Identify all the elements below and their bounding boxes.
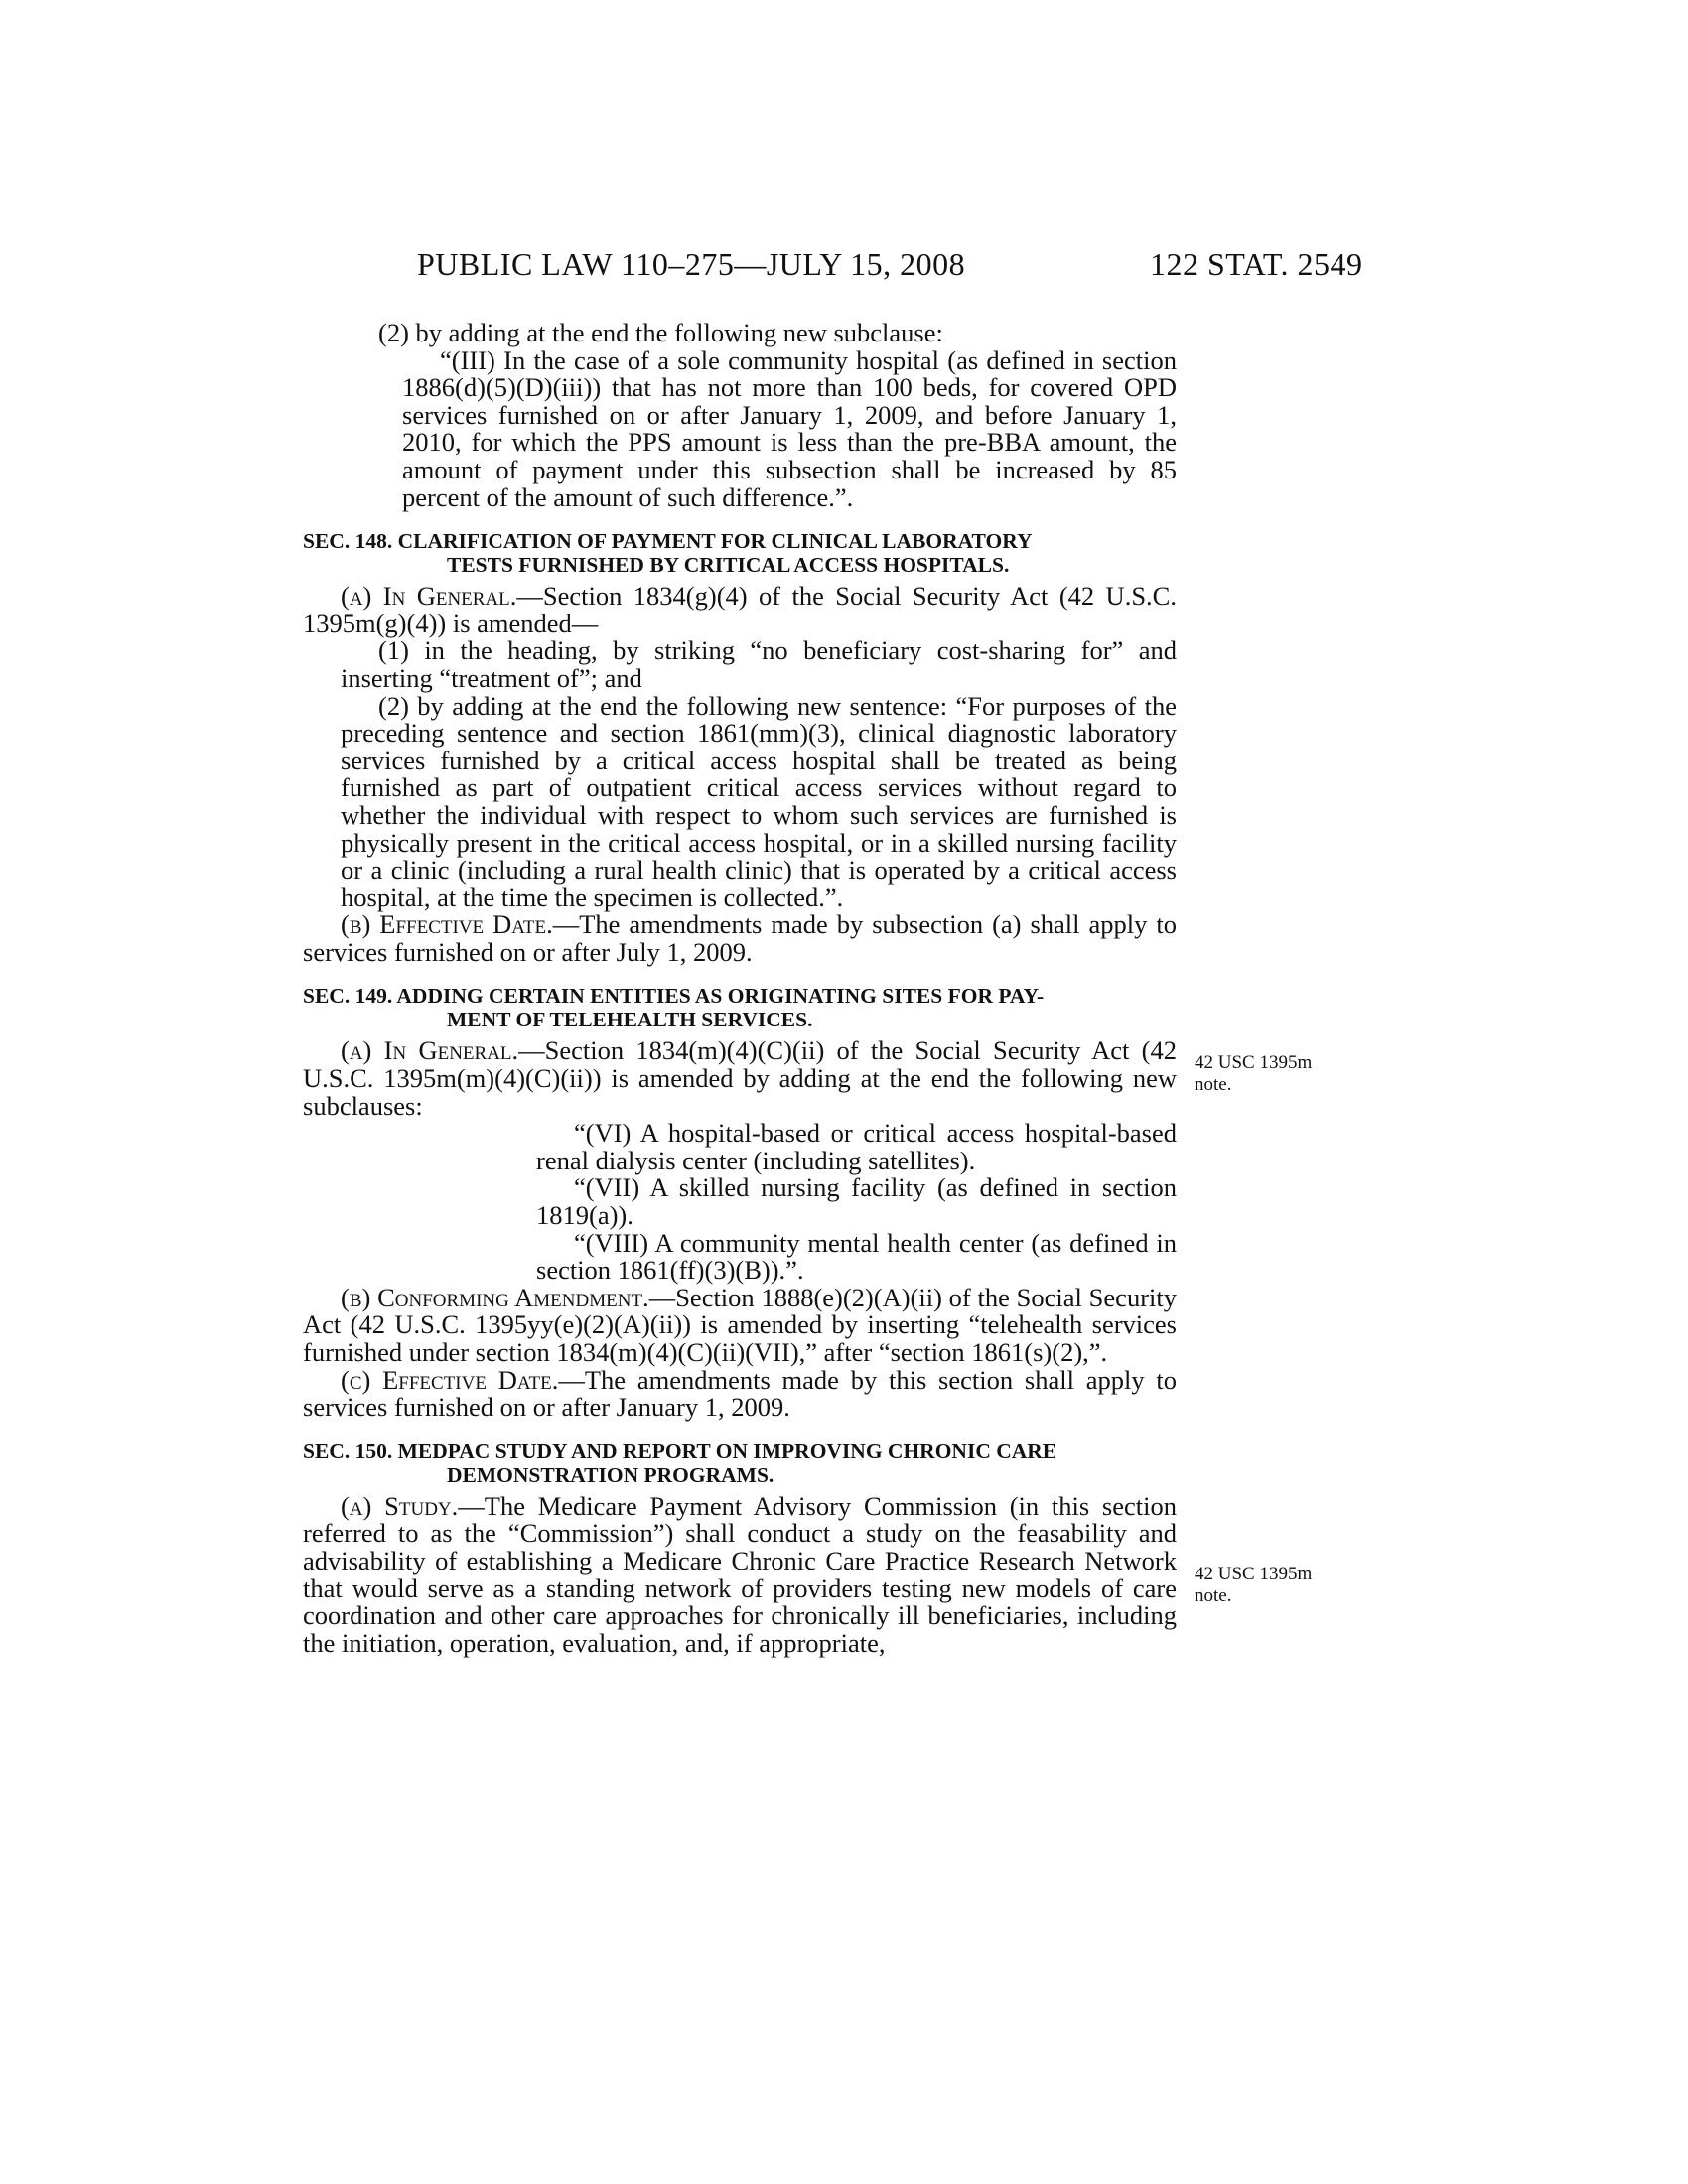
sec-149-heading bbox=[303, 984, 1177, 1031]
sec-148-a-item-1: (1) in the heading, by striking “no beneficiary cost-sharing for” and inserting “treatment of”; and bbox=[341, 635, 1177, 693]
sec-149-heading-line1: SEC. 149. ADDING CERTAIN ENTITIES AS ORIGINATING SITES FOR PAY- bbox=[303, 984, 1045, 1009]
page-body bbox=[303, 320, 1177, 1657]
margin-note-sec-149-line1: 42 USC 1395m bbox=[1195, 1564, 1313, 1584]
sec-148-a-text: —Section 1834(g)(4) of the Social Security Act (42 U.S.C. 1395m(g)(4)) is amended— bbox=[303, 581, 1177, 638]
sec-150-heading-line1: SEC. 150. MEDPAC STUDY AND REPORT ON IMPROVING CHRONIC CARE bbox=[303, 1438, 1057, 1463]
subclause-vi: “(VI) A hospital-based or critical access hospital-based renal dialysis center (including satellites). bbox=[536, 1118, 1177, 1175]
margin-note-sec-149-line2: note. bbox=[1195, 1585, 1232, 1606]
margin-note-sec-148-line2: note. bbox=[1195, 1074, 1232, 1095]
sec-149-b-label: (b) Conforming Amendment. bbox=[341, 1282, 649, 1312]
sec-148-a-item-2: (2) by adding at the end the following new sentence: “For purposes of the preceding sentence and section 1861(mm)(3), clinical diagnostic laboratory services furnished by a critical access hospital shall be treated as being furnished as part of outpatient critical access services without regard to whether the individual with respect to whom such services are furnished is physically present in the critical access hospital, or in a skilled nursing facility or a clinic (including a rural health clinic) that is operated by a critical access hospital, at the time the specimen is collected.”. bbox=[341, 690, 1177, 912]
subclause-vii: “(VII) A skilled nursing facility (as defined in section 1819(a)). bbox=[536, 1172, 1177, 1231]
sec-148-subsection-b bbox=[303, 911, 1177, 966]
margin-note-sec-149 bbox=[1195, 1564, 1312, 1607]
sec-148-heading-line2: TESTS FURNISHED BY CRITICAL ACCESS HOSPITALS. bbox=[447, 553, 1010, 578]
sec-149-c-label: (c) Effective Date. bbox=[341, 1364, 559, 1395]
sec-149-subsection-a bbox=[303, 1037, 1177, 1120]
intro-quote-subclause-iii: “(III) In the case of a sole community hospital (as defined in section 1886(d)(5)(D)(iii)) that has not more than 100 beds, for covered OPD services furnished on or after January 1, 2009, and before January 1, 2010, for which the PPS amount is less than the pre-BBA amount, the amount of payment under this subsection shall be increased by 85 percent of the amount of such difference.”. bbox=[402, 344, 1177, 512]
sec-149-b-text: —Section 1888(e)(2)(A)(ii) of the Social Security Act (42 U.S.C. 1395yy(e)(2)(A)(ii)) is amended by inserting “telehealth services furnished under section 1834(m)(4)(C)(ii)(VII),” after “section 1861(s)(2),”. bbox=[303, 1282, 1177, 1367]
subclause-viii: “(VIII) A community mental health center (as defined in section 1861(ff)(3)(B)).”. bbox=[536, 1227, 1177, 1286]
sec-150-a-label: (a) Study. bbox=[341, 1490, 459, 1521]
sec-148-heading-line1: SEC. 148. CLARIFICATION OF PAYMENT FOR CLINICAL LABORATORY bbox=[303, 529, 1033, 554]
sec-150-a-text: —The Medicare Payment Advisory Commission (in this section referred to as the “Commission”) shall conduct a study on the feasability and advisability of establishing a Medicare Chronic Care Practice Research Network that would serve as a standing network of providers testing new models of care coordination and other care approaches for chronically ill beneficiaries, including the initiation, operation, evaluation, and, if appropriate, bbox=[303, 1490, 1177, 1658]
sec-150-subsection-a bbox=[303, 1490, 1177, 1658]
running-header-page: 122 STAT. 2549 bbox=[1150, 246, 1363, 282]
sec-150-heading bbox=[303, 1439, 1177, 1487]
sec-150-heading-line2: DEMONSTRATION PROGRAMS. bbox=[447, 1462, 774, 1487]
sec-149-subsection-b bbox=[303, 1282, 1177, 1367]
sec-148-heading bbox=[303, 529, 1177, 577]
margin-note-sec-148 bbox=[1195, 1052, 1312, 1096]
sec-148-b-text: —The amendments made by subsection (a) shall apply to services furnished on or after July 1, 2009. bbox=[303, 909, 1177, 967]
intro-item-2: (2) by adding at the end the following new subclause: bbox=[378, 318, 943, 347]
sec-148-b-label: (b) Effective Date. bbox=[341, 909, 553, 940]
sec-148-a-label: (a) In General. bbox=[341, 581, 517, 612]
sec-149-c-text: —The amendments made by this section shall apply to services furnished on or after January 1, 2009. bbox=[303, 1364, 1177, 1423]
sec-149-new-subclauses bbox=[303, 1120, 1177, 1285]
margin-note-sec-148-line1: 42 USC 1395m bbox=[1195, 1052, 1313, 1073]
running-header-title: PUBLIC LAW 110–275—JULY 15, 2008 bbox=[417, 246, 966, 282]
sec-149-a-text: —Section 1834(m)(4)(C)(ii) of the Social Security Act (42 U.S.C. 1395m(m)(4)(C)(ii)) is amended by adding at the end the following new subclauses: bbox=[303, 1035, 1177, 1121]
sec-149-heading-line2: MENT OF TELEHEALTH SERVICES. bbox=[447, 1008, 813, 1032]
sec-148-subsection-a bbox=[303, 583, 1177, 637]
sec-149-a-label: (a) In General. bbox=[341, 1035, 519, 1066]
sec-149-subsection-c bbox=[303, 1364, 1177, 1423]
